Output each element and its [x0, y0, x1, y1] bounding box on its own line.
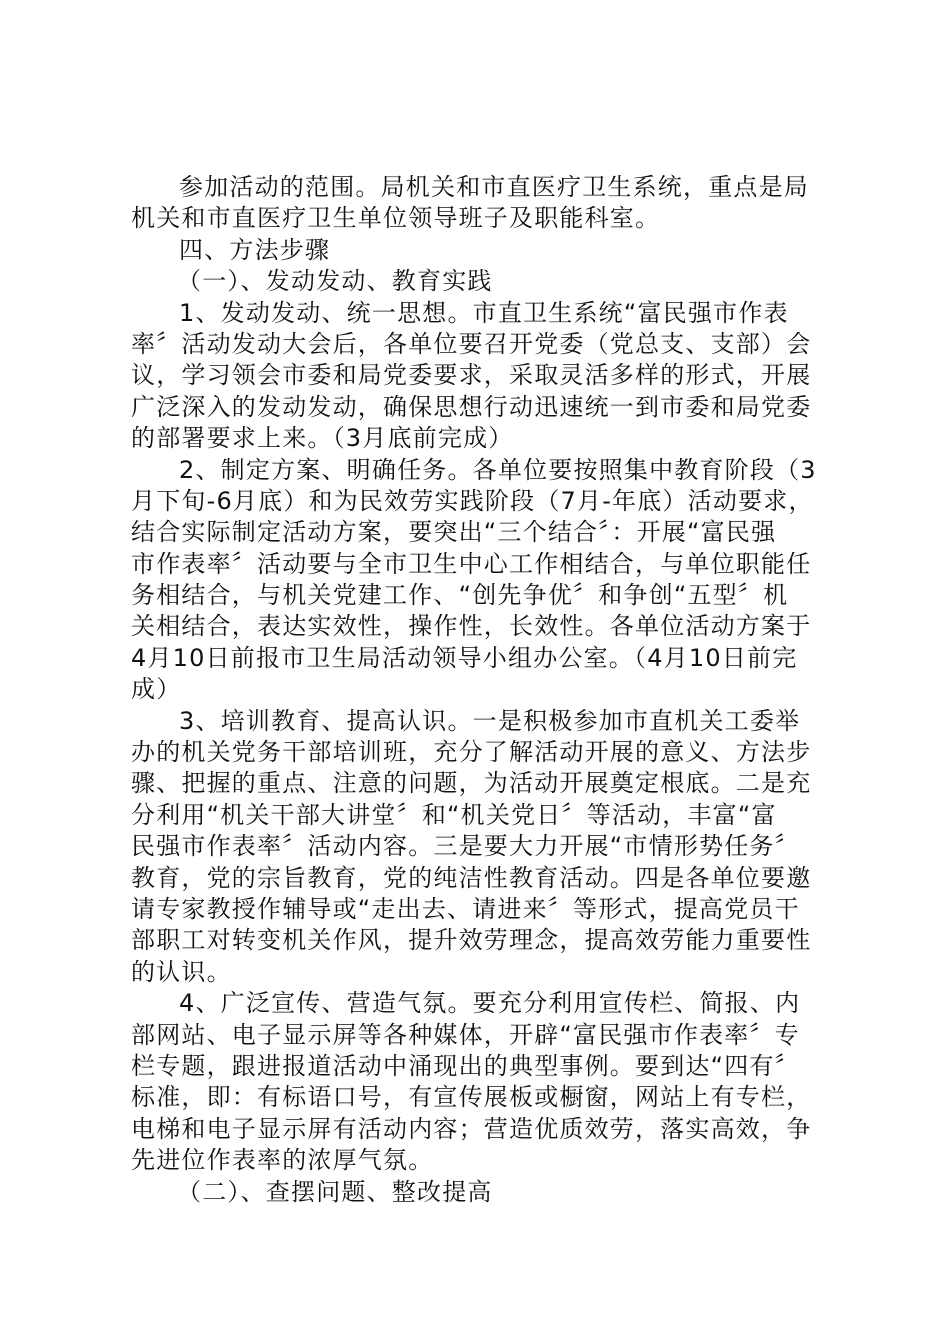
paragraph-line: 标准，即：有标语口号，有宣传展板或橱窗，网站上有专栏，: [131, 1083, 812, 1112]
paragraph-line: 市作表率〞活动要与全市卫生中心工作相结合，与单位职能任: [131, 549, 812, 578]
paragraph-line: 的认识。: [131, 957, 232, 986]
paragraph-line: 3、培训教育、提高认识。一是积极参加市直机关工委举: [179, 706, 801, 735]
paragraph-line: 请专家教授作辅导或“走出去、请进来〞等形式，提高党员干: [131, 894, 800, 923]
paragraph-line: 2、制定方案、明确任务。各单位要按照集中教育阶段（3: [179, 455, 817, 484]
paragraph-line: 部职工对转变机关作风，提升效劳理念，提高效劳能力重要性: [131, 926, 812, 955]
paragraph-line: 议，学习领会市委和局党委要求，采取灵活多样的形式，开展: [131, 361, 812, 390]
paragraph-line: 4、广泛宣传、营造气氛。要充分利用宣传栏、简报、内: [179, 989, 801, 1018]
paragraph-line: 教育，党的宗旨教育，党的纯洁性教育活动。四是各单位要邀: [131, 863, 812, 892]
paragraph-line: 民强市作表率〞活动内容。三是要大力开展“市情形势任务〞: [131, 832, 800, 861]
paragraph-line: 关相结合，表达实效性，操作性，长效性。各单位活动方案于: [131, 612, 812, 641]
subsection-heading: （二）、查摆问题、整改提高: [177, 1177, 493, 1206]
paragraph-line: 先进位作表率的浓厚气氛。: [131, 1146, 434, 1175]
paragraph-line: 广泛深入的发动发动，确保思想行动迅速统一到市委和局党委: [131, 392, 812, 421]
subsection-heading: （一）、发动发动、教育实践: [177, 267, 493, 296]
section-heading: 四、方法步骤: [179, 235, 331, 264]
paragraph-line: 成）: [131, 675, 182, 704]
paragraph-line: 部网站、电子显示屏等各种媒体，开辟“富民强市作表率〞专: [131, 1020, 800, 1049]
paragraph-line: 骤、把握的重点、注意的问题，为活动开展奠定根底。二是充: [131, 769, 812, 798]
paragraph-line: 机关和市直医疗卫生单位领导班子及职能科室。: [131, 204, 661, 233]
paragraph-line: 参加活动的范围。局机关和市直医疗卫生系统，重点是局: [179, 173, 809, 201]
paragraph-line: 务相结合，与机关党建工作、“创先争优〞和争创“五型〞机: [131, 581, 789, 610]
paragraph-line: 4月10日前报市卫生局活动领导小组办公室。（4月10日前完: [131, 643, 798, 672]
paragraph-line: 结合实际制定活动方案，要突出“三个结合〞：开展“富民强: [131, 518, 777, 547]
paragraph-line: 率〞活动发动大会后，各单位要召开党委（党总支、支部）会: [131, 329, 812, 358]
paragraph-line: 月下旬-6月底）和为民效劳实践阶段（7月-年底）活动要求，: [131, 486, 814, 515]
paragraph-line: 栏专题，跟进报道活动中涌现出的典型事例。要到达“四有〞: [131, 1051, 800, 1080]
paragraph-line: 分利用“机关干部大讲堂〞和“机关党日〞等活动，丰富“富: [131, 800, 777, 829]
paragraph-line: 1、发动发动、统一思想。市直卫生系统“富民强市作表: [179, 298, 789, 327]
paragraph-line: 的部署要求上来。（3月底前完成）: [131, 424, 514, 453]
paragraph-line: 办的机关党务干部培训班，充分了解活动开展的意义、方法步: [131, 738, 812, 767]
paragraph-line: 电梯和电子显示屏有活动内容；营造优质效劳，落实高效，争: [131, 1114, 812, 1143]
document-body: [131, 172, 823, 1208]
